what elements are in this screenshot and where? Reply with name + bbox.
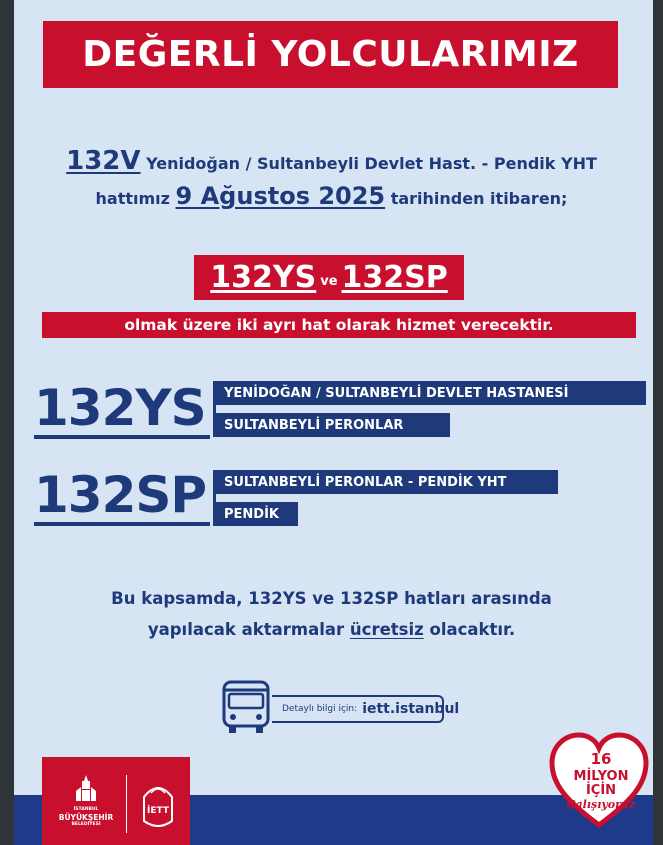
ibb-line-2: BÜYÜKŞEHİR [58, 813, 114, 822]
intro-line-2 [0, 182, 663, 210]
route-code-132ys: 132YS [34, 383, 210, 439]
new-line-2: 132SP [341, 260, 448, 295]
iett-logo-text: İETT [147, 806, 169, 816]
free-highlight: ücretsiz [349, 620, 424, 639]
effective-date: 9 Ağustos 2025 [175, 182, 386, 210]
service-banner [42, 312, 636, 338]
iett-logo [139, 777, 177, 831]
info-label: Detaylı bilgi için: [282, 704, 358, 714]
route-132ys-from: YENİDOĞAN / SULTANBEYLİ DEVLET HASTANESİ [216, 381, 646, 405]
connector-text: ve [320, 274, 338, 289]
ibb-line-1: İSTANBUL [73, 807, 99, 812]
footer-logo-box [42, 757, 190, 845]
old-line-route: Yenidoğan / Sultanbeyli Devlet Hast. - Pendik YHT [146, 154, 597, 173]
campaign-number: 16 [590, 750, 612, 768]
transfer-note-text-1: Bu kapsamda, 132YS ve 132SP hatları arasında [111, 589, 552, 608]
info-url-link[interactable]: iett.istanbul [362, 701, 460, 717]
campaign-script: Çalışıyoruz [566, 798, 636, 811]
left-frame-border [0, 0, 14, 845]
route-132ys-to: SULTANBEYLİ PERONLAR [216, 413, 450, 437]
transfer-note-suffix: olacaktır. [429, 620, 516, 639]
headline-banner [43, 21, 618, 88]
route-132sp-to: PENDİK [216, 502, 298, 526]
new-lines-banner [194, 255, 464, 300]
right-frame-border [653, 0, 663, 845]
route-code-132sp: 132SP [34, 470, 210, 526]
bus-icon [220, 679, 272, 735]
ibb-line-3: BELEDİYESİ [71, 822, 101, 827]
intro-line-1 [0, 146, 663, 176]
service-text: olmak üzere iki ayrı hat olarak hizmet verecektir. [124, 316, 554, 334]
transfer-note-prefix: yapılacak aktarmalar [147, 620, 345, 639]
intro-prefix: hattımız [95, 189, 170, 208]
campaign-word-1: MİLYON [573, 769, 629, 784]
info-box [272, 695, 460, 723]
campaign-heart-logo [548, 730, 650, 830]
old-line-code: 132V [66, 146, 141, 176]
transfer-note-line-2 [0, 620, 663, 639]
headline-text: DEĞERLİ YOLCULARIMIZ [82, 34, 579, 75]
intro-suffix: tarihinden itibaren; [390, 189, 568, 208]
route-132sp-from: SULTANBEYLİ PERONLAR - PENDİK YHT [216, 470, 558, 494]
ibb-emblem-icon [72, 773, 100, 803]
logo-separator [126, 775, 127, 833]
new-line-1: 132YS [210, 260, 317, 295]
ibb-logo [56, 773, 116, 839]
campaign-word-2: İÇİN [585, 783, 617, 798]
transfer-note-line-1 [0, 589, 663, 608]
